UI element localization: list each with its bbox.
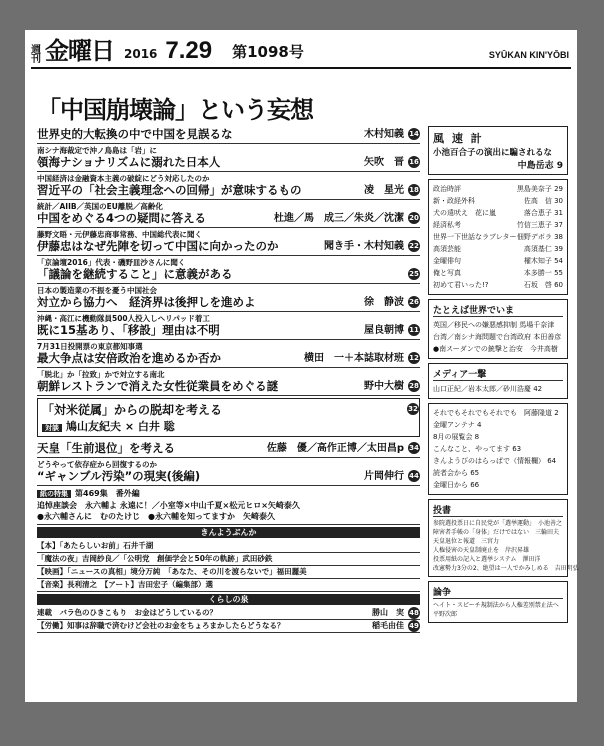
feature-speakers xyxy=(42,418,415,434)
article-author: 徐 静波 xyxy=(364,297,404,308)
article-author: 矢吹 晋 xyxy=(364,157,404,168)
fuusoku-page: 9 xyxy=(556,161,563,171)
masthead xyxy=(31,36,577,64)
article-kicker: 日本の製造業の不振を憂う中国社会 xyxy=(37,286,157,295)
kurashi-author: 稲毛由佳 xyxy=(372,621,404,630)
debate-entry xyxy=(433,601,563,619)
column-name: 世界一下世話なラブレター xyxy=(433,233,517,241)
fuusoku-title: 風 速 計 xyxy=(433,132,484,145)
article-kicker: 藤野文晤・元伊藤忠商事常務、中国総代表に聞く xyxy=(37,230,202,239)
column-entry xyxy=(433,243,563,255)
column-author: 石坂 啓 60 xyxy=(523,281,563,289)
column-author: 佐高 信 30 xyxy=(523,197,563,205)
kurashi-text: 連載 バラ色のひきこもり お金はどうしているの？ xyxy=(37,608,217,617)
misc-box xyxy=(428,403,568,495)
column-entry xyxy=(433,267,563,279)
kurashi-entry xyxy=(37,620,420,633)
contents-page xyxy=(25,30,577,702)
masthead-rule xyxy=(31,67,571,69)
page-number-badge: 12 xyxy=(409,354,419,362)
misc-entry xyxy=(433,467,563,479)
article-entry[interactable] xyxy=(37,228,420,256)
column-name: 新・政経外科 xyxy=(433,197,475,205)
page-number-badge: 34 xyxy=(409,444,419,452)
masthead-year: 2016 xyxy=(124,47,158,61)
column-author: 本多勝一 55 xyxy=(523,269,563,277)
side-column xyxy=(428,126,579,627)
article-entry[interactable] xyxy=(37,125,420,144)
kami-no-tokushu xyxy=(37,486,420,525)
section-bar-kurashi: くらしの泉 xyxy=(37,594,420,605)
letters-box xyxy=(428,499,579,577)
article-entry[interactable] xyxy=(37,284,420,312)
debate-title: 論争 xyxy=(433,585,563,599)
article-entry[interactable] xyxy=(37,172,420,200)
media-box-title: メディア一撃 xyxy=(433,367,563,381)
world-box-text: 台湾／南シナ海問題で台湾政府 本田善彦 xyxy=(433,333,562,341)
column-name: 俺と写真 xyxy=(433,269,461,277)
culture-entry: 「魔法の夜」吉岡紗良／「公明党 創価学会と50年の軌跡」武田砂鉄 xyxy=(37,553,420,566)
article-title: 「議論を継続すること」に意義がある xyxy=(37,267,233,281)
article-author: 杜進／馬 成三／朱炎／沈潔 xyxy=(274,213,404,224)
feature-title: 「対米従属」からの脱却を考える xyxy=(42,403,223,417)
masthead-roman: SYŪKAN KIN'YŌBI xyxy=(488,50,569,60)
letters-text: 参院選投票日に自民党が「選挙運動」 小池善之 xyxy=(433,520,563,527)
article-entry[interactable] xyxy=(37,200,420,228)
letters-entry xyxy=(433,546,563,555)
masthead-shukan: 週刊 xyxy=(31,45,41,65)
article-title: 天皇「生前退位」を考える xyxy=(37,441,175,455)
column-name: 政治時評 xyxy=(433,185,461,193)
article-kicker: 「脱北」か「拉致」かで対立する南北 xyxy=(37,370,165,379)
misc-text: それでもそれでもそれでも 阿藤隆道 2 xyxy=(433,409,559,417)
page-number-badge: 22 xyxy=(409,242,419,250)
article-author: 凌 星光 xyxy=(364,185,404,196)
article-author: 聞き手・木村知義 xyxy=(324,241,404,252)
media-box-row xyxy=(433,383,563,395)
article-kicker: 南シナ海裁定で沖ノ鳥島は「岩」に xyxy=(37,146,157,155)
media-box xyxy=(428,363,568,399)
debate-text: ヘイト・スピーチ規制法から人権差別禁止法へ 平野次郎 xyxy=(433,602,565,618)
column-author: 高須基仁 39 xyxy=(523,245,563,253)
letters-entry xyxy=(433,519,563,528)
column-entry xyxy=(433,231,563,243)
misc-entry xyxy=(433,443,563,455)
article-entry[interactable] xyxy=(37,458,420,486)
page-number-badge: 18 xyxy=(409,186,419,194)
culture-entry: 【本】「あたらしいお前」石井千湖 xyxy=(37,540,420,553)
column-entry xyxy=(433,219,563,231)
article-title: 領海ナショナリズムに溺れた日本人 xyxy=(37,155,221,169)
article-author: 片岡伸行 xyxy=(364,471,404,482)
misc-text: こんなこと、やってます 63 xyxy=(433,445,522,453)
misc-text: 金曜アンテナ 4 xyxy=(433,421,482,429)
feature-badge: 対談 xyxy=(42,424,62,432)
misc-entry xyxy=(433,479,563,491)
article-kicker: 中国経済は金融資本主義の破綻にどう対応したのか xyxy=(37,174,210,183)
page-number-badge: 26 xyxy=(409,298,419,306)
article-author: 屋良朝博 xyxy=(364,325,404,336)
culture-entry: 【映画】「ニュースの真相」境分万純 「あなた、その川を渡らないで」福田麗美 xyxy=(37,566,420,579)
page-number-badge: 28 xyxy=(409,382,419,390)
letters-text: 改憲勢力3分の2、絶望は一人でかみしめる 吉田明弘 xyxy=(433,565,579,572)
article-title: 朝鮮レストランで消えた女性従業員をめぐる謎 xyxy=(37,379,279,393)
page-number-badge: 14 xyxy=(409,130,419,138)
article-entry[interactable] xyxy=(37,144,420,172)
article-entry[interactable] xyxy=(37,340,420,368)
article-entry[interactable] xyxy=(37,368,420,396)
misc-text: 読者会から 65 xyxy=(433,469,480,477)
column-name: 高須芸能 xyxy=(433,245,461,253)
fuusoku-box xyxy=(428,126,568,175)
cover-headline: 「中国崩壊論」という妄想 xyxy=(37,96,313,124)
page-number-badge: 44 xyxy=(409,472,419,480)
fuusoku-author xyxy=(433,158,563,171)
media-box-text: 山口正紀／岩本太郎／砂川浩慶 42 xyxy=(433,385,543,393)
tokushu-line: 追悼座談会 永六輔よ 永遠に！／小室等×中山千夏×松元ヒロ×矢崎泰久 xyxy=(37,501,300,510)
article-kicker: 統計／AIIB／英国のEU離脱／高齢化 xyxy=(37,202,163,211)
page-number-badge: 32 xyxy=(408,405,418,413)
article-title: “ギャンブル汚染”の現実(後編) xyxy=(37,469,201,483)
article-title: 習近平の「社会主義理念への回帰」が意味するもの xyxy=(37,183,302,197)
column-entry xyxy=(433,207,563,219)
world-box-title: たとえば世界でいま xyxy=(433,303,563,317)
article-author: 木村知義 xyxy=(364,129,404,140)
page-number-badge: 20 xyxy=(409,214,419,222)
column-name: 初めて君いった!? xyxy=(433,281,489,289)
kurashi-text: 【労働】知事は辞職で済むけど会社のお金をちょろまかしたらどうなる？ xyxy=(37,621,285,630)
culture-entry: 【音楽】長利清之 【アート】吉田宏子（編集部）選 xyxy=(37,579,420,592)
kurashi-author: 勝山 実 xyxy=(372,608,404,617)
letters-text: 人権侵害の天皇制廃止を 岸沢昇雄 xyxy=(433,547,530,554)
column-entry xyxy=(433,195,563,207)
masthead-issue: 第1098号 xyxy=(232,43,304,61)
misc-text: きんようびのはらっぱで（情報欄） 64 xyxy=(433,457,557,465)
article-author: 野中大樹 xyxy=(364,381,404,392)
column-author: 佃野デボラ 38 xyxy=(516,233,563,241)
column-entry xyxy=(433,279,563,291)
article-title: 中国をめぐる4つの疑問に答える xyxy=(37,211,206,225)
letters-entry xyxy=(433,537,563,546)
fuusoku-subtitle: 小池百合子の演出に騙されるな xyxy=(433,148,553,158)
letters-text: 障害者手帳の「身体」だけではない 三輪田夫 xyxy=(433,529,560,536)
column-author: 竹信三恵子 37 xyxy=(516,221,563,229)
section-bar-bunka: きんようぶんか xyxy=(37,527,420,538)
page-number-badge: 11 xyxy=(409,326,419,334)
article-author: 横田 一＋本誌取材班 xyxy=(304,353,404,364)
letters-entry xyxy=(433,528,563,537)
column-entry xyxy=(433,255,563,267)
column-name: 金曜俳句 xyxy=(433,257,461,265)
tokushu-text: 第469集 番外編 xyxy=(75,489,140,498)
article-kicker: 7月31日投開票の東京都知事選 xyxy=(37,342,143,351)
article-title: 世界史的大転換の中で中国を見誤るな xyxy=(37,127,233,141)
article-title: 伊藤忠はなぜ先陣を切って中国に向かったのか xyxy=(37,239,279,253)
feature-box[interactable] xyxy=(37,398,420,437)
columns-box xyxy=(428,179,568,295)
article-entry[interactable] xyxy=(37,312,420,340)
tokushu-line: ●永六輔さんに むのたけじ ●永六輔を知ってますか 矢崎泰久 xyxy=(37,512,275,521)
column-name: 経済私考 xyxy=(433,221,461,229)
tokushu-label: 紙の特集 xyxy=(37,490,71,498)
article-kicker: どうやって依存症から回復するのか xyxy=(37,460,157,469)
feature-names: 鳩山友紀夫 × 白井 聡 xyxy=(66,420,175,433)
article-entry[interactable] xyxy=(37,256,420,284)
article-entry[interactable] xyxy=(37,439,420,458)
article-title: 最大争点は安倍政治を進めるか否か xyxy=(37,351,221,365)
letters-entry xyxy=(433,564,579,573)
misc-text: 8月の展覧会 8 xyxy=(433,433,480,441)
masthead-title: 金曜日 xyxy=(45,37,114,65)
misc-entry xyxy=(433,419,563,431)
debate-box xyxy=(428,581,568,623)
article-author: 佐藤 優／高作正博／太田昌p xyxy=(266,443,404,454)
article-title: 既に15基あり、「移設」理由は不明 xyxy=(37,323,220,337)
misc-text: 金曜日から 66 xyxy=(433,481,480,489)
article-kicker: 「京論壇2016」代表・磯野皿沙さんに聞く xyxy=(37,258,186,267)
misc-entry xyxy=(433,407,563,419)
masthead-date: 7.29 xyxy=(165,37,213,64)
column-entry xyxy=(433,183,563,195)
fuusoku-author-name: 中島岳志 xyxy=(517,161,554,171)
world-box-text: 英国／移民への嫌悪感抑制 馬場千奈津 xyxy=(433,321,555,329)
misc-entry xyxy=(433,431,563,443)
page-number-badge: 16 xyxy=(409,158,419,166)
world-box-row xyxy=(433,343,563,355)
page-number-badge: 48 xyxy=(409,609,419,617)
tokushu-head xyxy=(37,488,420,500)
letters-text: 天皇退位と報道 三宮力 xyxy=(433,538,500,545)
column-author: 櫂木知子 54 xyxy=(523,257,563,265)
column-author: 落合恵子 31 xyxy=(523,209,563,217)
misc-entry xyxy=(433,455,563,467)
article-kicker: 沖縄・高江に機動隊員500人投入しヘリパッド着工 xyxy=(37,314,210,323)
letters-title: 投書 xyxy=(433,503,563,517)
article-title: 対立から協力へ 経済界は後押しを進めよ xyxy=(37,295,256,309)
column-name: 犬の遠吠え 花に嵐 xyxy=(433,209,496,217)
world-box-text: ●南スーダンでの銃撃と治安 今井高樹 xyxy=(433,345,558,353)
page-number-badge: 49 xyxy=(409,622,419,630)
page-number-badge: 25 xyxy=(409,270,419,278)
main-column xyxy=(37,125,420,633)
column-author: 黒島美奈子 29 xyxy=(516,185,563,193)
world-box-row xyxy=(433,319,563,331)
letters-entry xyxy=(433,555,563,564)
world-box xyxy=(428,299,568,359)
letters-text: 投票用紙の記入と選挙システム 澤田洋 xyxy=(433,556,541,563)
kurashi-entry xyxy=(37,607,420,620)
world-box-row xyxy=(433,331,563,343)
